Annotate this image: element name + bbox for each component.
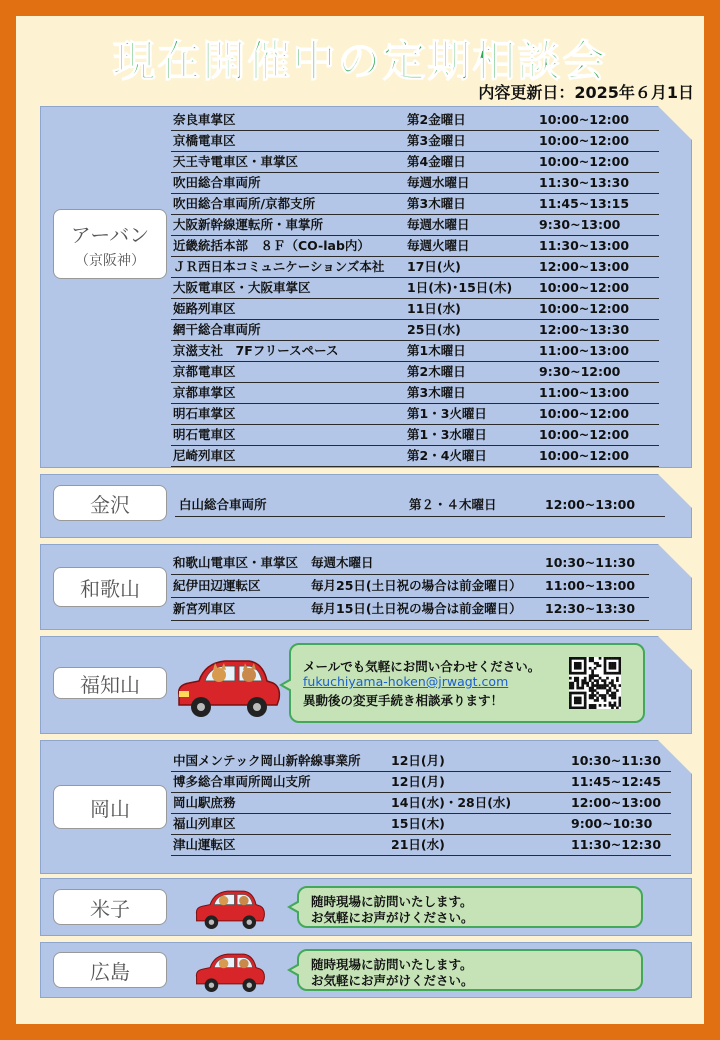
schedule-row bbox=[171, 152, 659, 173]
schedule-row bbox=[175, 493, 665, 517]
schedule-day: 毎週水曜日 bbox=[407, 217, 470, 232]
region-name: 米子 bbox=[90, 896, 130, 921]
schedule-row bbox=[171, 446, 659, 467]
bubble-line-1: メールでも気軽にお問い合わせください。 bbox=[303, 659, 541, 674]
schedule-place: 新宮列車区 bbox=[173, 601, 236, 616]
region-label-wakayama bbox=[53, 567, 167, 607]
schedule-day: 1日(木)･15日(木) bbox=[407, 280, 513, 295]
schedule-row bbox=[171, 278, 659, 299]
schedule-time: 11:00~13:00 bbox=[545, 578, 636, 593]
schedule-list-wakayama bbox=[171, 552, 649, 621]
schedule-place: 明石車掌区 bbox=[173, 406, 236, 421]
region-name: 岡山 bbox=[90, 796, 130, 821]
schedule-place: 網干総合車両所 bbox=[173, 322, 261, 337]
schedule-place: 和歌山電車区・車掌区 bbox=[173, 555, 299, 570]
schedule-day: 14日(水)・28日(水) bbox=[391, 795, 512, 810]
schedule-time: 11:00~13:00 bbox=[539, 343, 630, 358]
schedule-place: 吹田総合車両所 bbox=[173, 175, 261, 190]
region-name: 福知山 bbox=[80, 672, 140, 697]
schedule-day: 15日(木) bbox=[391, 816, 445, 831]
schedule-day: 12日(月) bbox=[391, 753, 445, 768]
info-bubble-hiroshima bbox=[297, 949, 643, 991]
schedule-place: 中国メンテック岡山新幹線事業所 bbox=[173, 753, 361, 768]
section-hiroshima bbox=[40, 942, 692, 998]
bubble-tail bbox=[291, 965, 300, 975]
schedule-time: 10:00~12:00 bbox=[539, 280, 630, 295]
schedule-place: 京都車掌区 bbox=[173, 385, 236, 400]
schedule-day: 17日(火) bbox=[407, 259, 461, 274]
region-name: 和歌山 bbox=[80, 576, 140, 601]
bubble-tail bbox=[291, 902, 300, 912]
schedule-place: 明石電車区 bbox=[173, 427, 236, 442]
schedule-time: 9:30~12:00 bbox=[539, 364, 621, 379]
schedule-time: 12:00~13:00 bbox=[539, 259, 630, 274]
region-label-yonago bbox=[53, 889, 167, 925]
bubble-line-2: お気軽にお声がけください。 bbox=[311, 973, 474, 988]
region-subname: （京阪神） bbox=[75, 252, 145, 269]
schedule-time: 10:00~12:00 bbox=[539, 301, 630, 316]
schedule-day: 第3金曜日 bbox=[407, 133, 466, 148]
schedule-time: 11:45~12:45 bbox=[571, 774, 662, 789]
bubble-line-1: 随時現場に訪問いたします。 bbox=[311, 957, 473, 972]
car-with-cats-icon bbox=[189, 946, 269, 996]
schedule-place: 吹田総合車両所/京都支所 bbox=[173, 196, 316, 211]
schedule-list-kanazawa bbox=[175, 493, 665, 517]
schedule-time: 10:00~12:00 bbox=[539, 154, 630, 169]
schedule-place: 白山総合車両所 bbox=[179, 497, 267, 512]
folded-corner bbox=[658, 106, 692, 140]
schedule-row bbox=[171, 814, 671, 835]
schedule-day: 第２・４木曜日 bbox=[409, 497, 497, 512]
schedule-row bbox=[171, 552, 649, 575]
region-label-fukuchiyama bbox=[53, 667, 167, 699]
schedule-place: 京橋電車区 bbox=[173, 133, 236, 148]
schedule-row bbox=[171, 575, 649, 598]
schedule-day: 第1木曜日 bbox=[407, 343, 466, 358]
schedule-list-urban bbox=[171, 110, 659, 467]
schedule-time: 11:30~13:30 bbox=[539, 175, 630, 190]
bubble-tail bbox=[283, 680, 292, 690]
schedule-time: 10:00~12:00 bbox=[539, 133, 630, 148]
section-fukuchiyama bbox=[40, 636, 692, 734]
section-yonago bbox=[40, 878, 692, 936]
section-kanazawa bbox=[40, 474, 692, 538]
schedule-day: 12日(月) bbox=[391, 774, 445, 789]
schedule-time: 10:30~11:30 bbox=[545, 555, 636, 570]
schedule-place: 岡山駅庶務 bbox=[173, 795, 236, 810]
schedule-time: 9:30~13:00 bbox=[539, 217, 621, 232]
bubble-line-2: 異動後の変更手続き相談承ります！ bbox=[303, 693, 504, 708]
schedule-time: 10:00~12:00 bbox=[539, 406, 630, 421]
schedule-day: 毎月25日(土日祝の場合は前金曜日） bbox=[311, 578, 522, 593]
schedule-time: 11:30~13:00 bbox=[539, 238, 630, 253]
schedule-row bbox=[171, 751, 671, 772]
schedule-place: 天王寺電車区・車掌区 bbox=[173, 154, 299, 169]
schedule-row bbox=[171, 772, 671, 793]
schedule-place: ＪＲ西日本コミュニケーションズ本社 bbox=[173, 259, 385, 274]
update-date: 内容更新日：2025年６月1日 bbox=[478, 83, 694, 102]
schedule-day: 25日(水) bbox=[407, 322, 461, 337]
info-bubble-fukuchiyama bbox=[289, 643, 645, 723]
schedule-day: 21日(水) bbox=[391, 837, 445, 852]
schedule-place: 尼崎列車区 bbox=[173, 448, 236, 463]
schedule-row bbox=[171, 110, 659, 131]
schedule-day: 第1・3水曜日 bbox=[407, 427, 487, 442]
schedule-time: 11:45~13:15 bbox=[539, 196, 630, 211]
page-title: 現在開催中の定期相談会 bbox=[112, 37, 608, 87]
schedule-row bbox=[171, 404, 659, 425]
region-label-kanazawa bbox=[53, 485, 167, 521]
schedule-day: 第3木曜日 bbox=[407, 196, 466, 211]
folded-corner bbox=[658, 544, 692, 578]
schedule-time: 12:00~13:00 bbox=[571, 795, 662, 810]
region-name: 金沢 bbox=[90, 492, 130, 517]
schedule-place: 大阪新幹線運転所・車掌所 bbox=[173, 217, 324, 232]
schedule-day: 第3木曜日 bbox=[407, 385, 466, 400]
car-with-cats-icon bbox=[171, 649, 283, 723]
schedule-place: 福山列車区 bbox=[173, 816, 236, 831]
region-label-okayama bbox=[53, 785, 167, 829]
schedule-row bbox=[171, 362, 659, 383]
schedule-time: 11:00~13:00 bbox=[539, 385, 630, 400]
schedule-time: 12:30~13:30 bbox=[545, 601, 636, 616]
region-name: 広島 bbox=[90, 959, 130, 984]
schedule-time: 9:00~10:30 bbox=[571, 816, 653, 831]
region-label-hiroshima bbox=[53, 952, 167, 988]
schedule-row bbox=[171, 299, 659, 320]
qr-code-icon[interactable] bbox=[569, 657, 621, 709]
schedule-time: 10:00~12:00 bbox=[539, 448, 630, 463]
schedule-day: 第2木曜日 bbox=[407, 364, 466, 379]
schedule-place: 博多総合車両所岡山支所 bbox=[173, 774, 311, 789]
schedule-row bbox=[171, 835, 671, 856]
folded-corner bbox=[658, 636, 692, 670]
schedule-row bbox=[171, 341, 659, 362]
bubble-line-1: 随時現場に訪問いたします。 bbox=[311, 894, 473, 909]
schedule-day: 毎週火曜日 bbox=[407, 238, 470, 253]
schedule-time: 11:30~12:30 bbox=[571, 837, 662, 852]
schedule-row bbox=[171, 215, 659, 236]
schedule-time: 12:00~13:30 bbox=[539, 322, 630, 337]
schedule-row bbox=[171, 793, 671, 814]
schedule-time: 10:30~11:30 bbox=[571, 753, 662, 768]
bubble-line-2: お気軽にお声がけください。 bbox=[311, 910, 474, 925]
schedule-day: 毎週水曜日 bbox=[407, 175, 470, 190]
region-name: アーバン bbox=[70, 222, 150, 247]
schedule-row bbox=[171, 257, 659, 278]
schedule-row bbox=[171, 194, 659, 215]
schedule-day: 毎週木曜日 bbox=[311, 555, 374, 570]
info-bubble-yonago bbox=[297, 886, 643, 928]
schedule-place: 大阪電車区・大阪車掌区 bbox=[173, 280, 311, 295]
section-urban bbox=[40, 106, 692, 468]
poster bbox=[16, 16, 704, 1024]
schedule-row bbox=[171, 131, 659, 152]
schedule-day: 第4金曜日 bbox=[407, 154, 466, 169]
schedule-place: 姫路列車区 bbox=[173, 301, 236, 316]
schedule-place: 京都電車区 bbox=[173, 364, 236, 379]
schedule-day: 第1・3火曜日 bbox=[407, 406, 487, 421]
schedule-row bbox=[171, 173, 659, 194]
schedule-row bbox=[171, 425, 659, 446]
schedule-place: 津山運転区 bbox=[173, 837, 236, 852]
schedule-place: 奈良車掌区 bbox=[173, 112, 236, 127]
section-wakayama bbox=[40, 544, 692, 630]
schedule-place: 近畿統括本部 ８Ｆ（CO-lab内） bbox=[173, 238, 370, 253]
region-label-urban bbox=[53, 209, 167, 279]
schedule-day: 11日(水) bbox=[407, 301, 461, 316]
schedule-place: 紀伊田辺運転区 bbox=[173, 578, 261, 593]
schedule-row bbox=[171, 236, 659, 257]
schedule-day: 第2・4火曜日 bbox=[407, 448, 487, 463]
schedule-time: 12:00~13:00 bbox=[545, 497, 636, 512]
schedule-row bbox=[171, 598, 649, 621]
schedule-day: 毎月15日(土日祝の場合は前金曜日） bbox=[311, 601, 522, 616]
schedule-list-okayama bbox=[171, 751, 671, 856]
schedule-day: 第2金曜日 bbox=[407, 112, 466, 127]
schedule-row bbox=[171, 320, 659, 341]
section-okayama bbox=[40, 740, 692, 874]
schedule-place: 京滋支社 7Fフリースペース bbox=[173, 343, 339, 358]
schedule-row bbox=[171, 383, 659, 404]
schedule-time: 10:00~12:00 bbox=[539, 112, 630, 127]
schedule-time: 10:00~12:00 bbox=[539, 427, 630, 442]
car-with-cats-icon bbox=[189, 883, 269, 933]
email-link[interactable]: fukuchiyama-hoken@jrwagt.com bbox=[303, 674, 509, 689]
